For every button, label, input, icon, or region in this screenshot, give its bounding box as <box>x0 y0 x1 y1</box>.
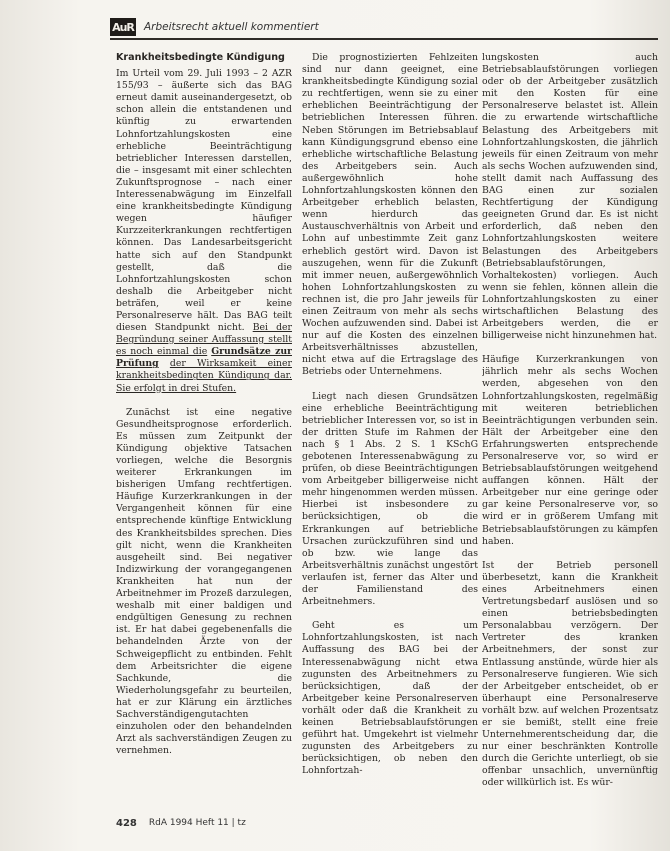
paragraph-prognosis: Zunächst ist eine negative Gesundheitsprognose erforderlich. Es müssen zum Zeitpunkt der Kündigung objektive Tatsachen vorliegen, welche die Besorgnis weiterer Erkrankungen im bisherigen Umfang rechtfertigen. Häufige Kurzerkrankungen in der Vergangenheit können für eine entsprechende künftige Entwicklung des Krankheitsbildes sprechen. Dies gilt nicht, wenn die Krankheiten ausgeheilt sind. Bei negativer Indizwirkung der vorangegangenen Krankheiten hat nun der Arbeitnehmer im Prozeß darzulegen, weshalb mit einer baldigen und endgültigen Genesung zu rechnen ist. Er hat dabei gegebenenfalls die behandelnden Ärzte von der Schweigepflicht zu entbinden. Fehlt dem Arbeitsrichter die eigene Sachkunde, die Wiederholungsgefahr zu beurteilen, hat er zur Klärung ein ärztliches Sachverständigengutachten einzuholen oder den behandelnden Arzt als sachverständigen Zeugen zu vernehmen. <box>116 406 292 757</box>
column-right <box>482 52 658 822</box>
journal-logo: AuR <box>110 18 136 36</box>
bold-underlined-term: Grundsätze zur Prüfung <box>116 346 292 370</box>
underlined-passage: Bei der Begründung seiner Auffassung stellt es noch einmal die <box>116 322 292 358</box>
paragraph-right-1: lungskosten auch Betriebsablaufstörungen vorliegen oder ob der Arbeitgeber zusätzlich mit den Kosten für eine Personalreserve belastet ist. Allein die zu erwartende wirtschaftliche Belastung des Arbeitgebers mit Lohnfortzahlungskosten, die jährlich jeweils für einen Zeitraum von mehr als sechs Wochen aufzuwenden sind, stellt damit nach Auffassung des BAG einen zur sozialen Rechtfertigung der Kündigung geeigneten Grund dar. Es ist nicht erforderlich, daß neben den Lohnfortzahlungskosten weitere Belastungen des Arbeitgebers (Betriebsablaufstörungen, Vorhaltekosten) vorliegen. Auch wenn sie fehlen, können allein die Lohnfortzahlungskosten zu einer wirtschaftlichen Belastung des Arbeitgebers werden, die er billigerweise nicht hinzunehmen hat. <box>482 52 658 342</box>
section-heading: Krankheitsbedingte Kündigung <box>116 52 285 63</box>
issue-reference: RdA 1994 Heft 11 | tz <box>148 818 246 828</box>
paragraph-middle-3: Geht es um Lohnfortzahlungskosten, ist nach Auffassung des BAG bei der Interessenabwägung nicht etwa zugunsten des Arbeitnehmers zu berücksichtigen, daß der Arbeitgeber keine Personalreserven vorhält oder daß die Krankheit zu keinen Betriebsablaufstörungen geführt hat. Umgekehrt ist vielmehr zugunsten des Arbeitgebers zu berücksichtigen, ob neben den Lohnfortzah- <box>302 620 478 777</box>
paragraph-right-3: Ist der Betrieb personell überbesetzt, kann die Krankheit eines Arbeitnehmers einen Vertretungsbedarf auslösen und so einen betriebsbedingten Personalabbau verzögern. Der Vertreter des kranken Arbeitnehmers, der sonst zur Entlassung anstünde, würde hier als Personalreserve fungieren. Wie sich der Arbeitgeber entscheidet, ob er überhaupt eine Personalreserve vorhält bzw. auf welchen Prozentsatz er sie bemißt, stellt eine freie Unternehmerentscheidung dar, die nur einer beschränkten Kontrolle durch die Gerichte unterliegt, ob sie offenbar unsachlich, unvernünftig oder willkürlich ist. Es wür- <box>482 559 658 789</box>
page-header <box>110 16 658 40</box>
page-number: 428 <box>116 818 137 829</box>
column-middle <box>302 52 478 822</box>
paragraph-intro <box>116 68 292 395</box>
page-footer <box>116 818 246 829</box>
paragraph-intro-text: Im Urteil vom 29. Juli 1993 – 2 AZR 155/93 – äußerte sich das BAG erneut damit auseinandergesetzt, ob schon allein die entstandenen und künftig zu erwartenden Lohnfortzahlungskosten eine erhebliche Beeinträchtigung betrieblicher Interessen darstellen, die – insgesamt mit einer schlechten Zukunftsprognose – nach einer Interessenabwägung im Einzelfall eine krankheitsbedingte Kündigung wegen häufiger Kurzzeiterkrankungen rechtfertigen können. Das Landesarbeitsgericht hatte sich auf den Standpunkt gestellt, daß die Lohnfortzahlungskosten schon deshalb die Arbeitgeber nicht beträfen, weil er keine Personalreserve hält. Das BAG teilt diesen Standpunkt nicht. <box>116 68 292 334</box>
underlined-passage-2: der Wirksamkeit einer krankheitsbedingten Kündigung dar. Sie erfolgt in drei Stufen. <box>116 358 292 394</box>
header-title: Arbeitsrecht aktuell kommentiert <box>144 21 319 33</box>
paragraph-right-2: Häufige Kurzerkrankungen von jährlich mehr als sechs Wochen werden, abgesehen von den Lohnfortzahlungskosten, regelmäßig mit weiteren betrieblichen Beeinträchtigungen verbunden sein. Hält der Arbeitgeber eine den Erfahrungswerten entsprechende Personalreserve vor, so wird er Betriebsablaufstörungen weitgehend auffangen können. Hält der Arbeitgeber nur eine geringe oder gar keine Personalreserve vor, so wird er in größerem Umfang mit Betriebsablaufstörungen zu kämpfen haben. <box>482 354 658 547</box>
paragraph-middle-2: Liegt nach diesen Grundsätzen eine erhebliche Beeinträchtigung betrieblicher Interessen vor, so ist in der dritten Stufe im Rahmen der nach § 1 Abs. 2 S. 1 KSchG gebotenen Interessenabwägung zu prüfen, ob diese Beeinträchtigungen vom Arbeitgeber billigerweise nicht mehr hingenommen werden müssen. Hierbei ist insbesondere zu berücksichtigen, ob die Erkrankungen auf betriebliche Ursachen zurückzuführen sind und ob bzw. wie lange das Arbeitsverhältnis zunächst ungestört verlaufen ist, ferner das Alter und der Familienstand des Arbeitnehmers. <box>302 390 478 608</box>
paragraph-middle-1: Die prognostizierten Fehlzeiten sind nur dann geeignet, eine krankheitsbedingte Kündigung sozial zu rechtfertigen, wenn sie zu einer erheblichen Beeinträchtigung der betrieblichen Interessen führen. Neben Störungen im Betriebsablauf kann Kündigungsgrund ebenso eine erhebliche wirtschaftliche Belastung des Arbeitgebers sein. Auch außergewöhnlich hohe Lohnfortzahlungskosten können den Arbeitgeber erheblich belasten, wenn hierdurch das Austauschverhältnis von Arbeit und Lohn auf unbestimmte Zeit ganz erheblich gestört wird. Davon ist auszugehen, wenn für die Zukunft mit immer neuen, außergewöhnlich hohen Lohnfortzahlungskosten zu rechnen ist, die pro Jahr jeweils für einen Zeitraum von mehr als sechs Wochen aufzuwenden sind. Dabei ist nur auf die Kosten des einzelnen Arbeitsverhältnisses abzustellen, nicht etwa auf die Ertragslage des Betriebs oder Unternehmens. <box>302 52 478 378</box>
column-left <box>116 52 292 797</box>
